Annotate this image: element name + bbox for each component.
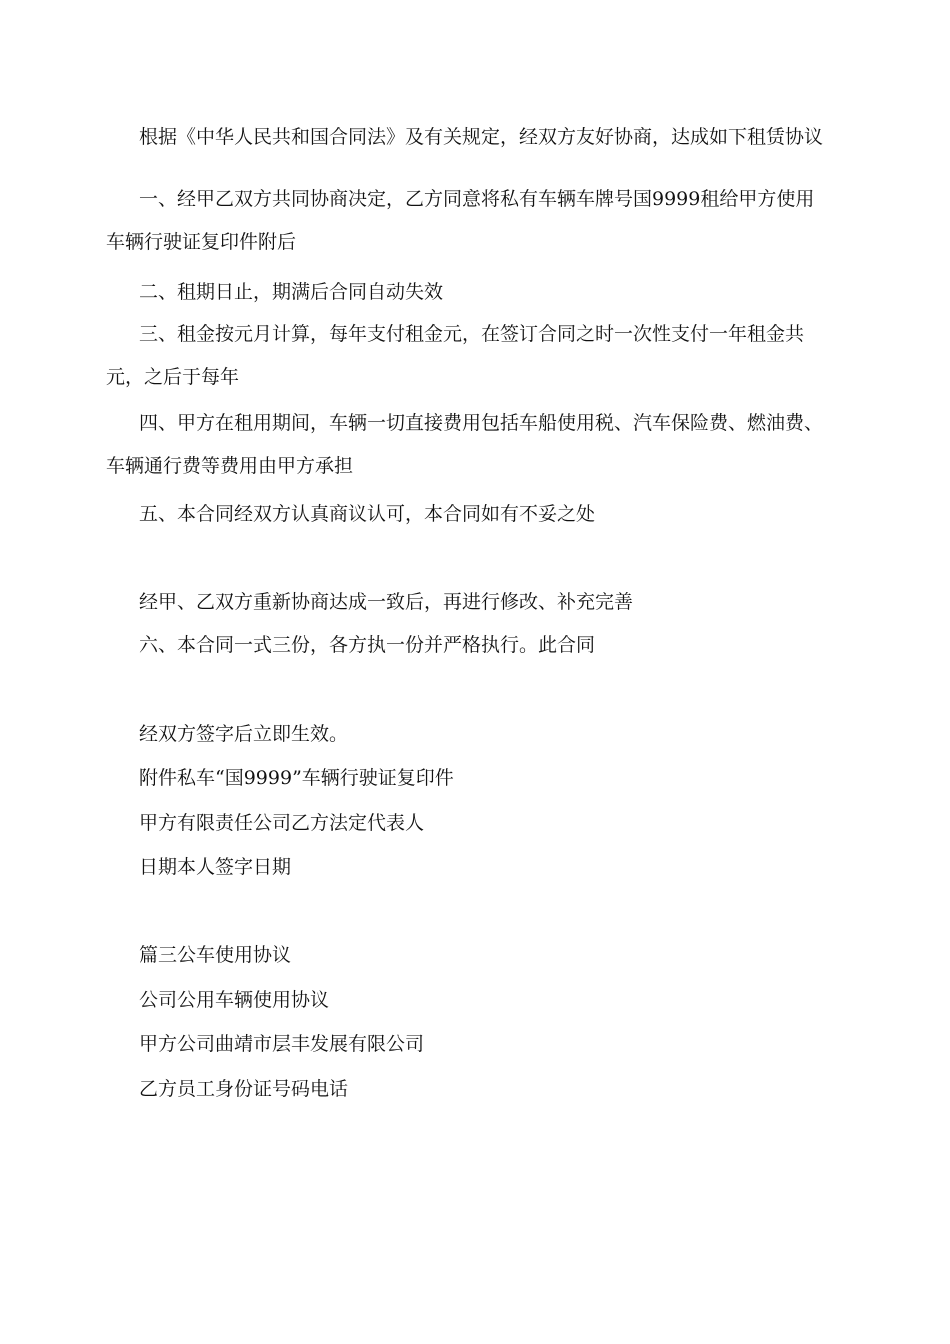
party-b-employee: 乙方员工身份证号码电话 (139, 1078, 349, 1100)
paragraph-attachment: 附件私车“国9999”车辆行驶证复印件 (139, 767, 454, 789)
paragraph-clause-6: 六、本合同一式三份，各方执一份并严格执行。此合同 (139, 634, 596, 656)
paragraph-date: 日期本人签字日期 (139, 856, 292, 878)
agreement-title: 公司公用车辆使用协议 (139, 989, 330, 1011)
party-a-company: 甲方公司曲靖市层丰发展有限公司 (139, 1033, 425, 1055)
paragraph-clause-3: 三、租金按元月计算，每年支付租金元，在签订合同之时一次性支付一年租金共元，之后于每年 (106, 323, 805, 388)
paragraph-preamble: 根据《中华人民共和国合同法》及有关规定，经双方友好协商，达成如下租赁协议 (139, 126, 824, 148)
paragraph-clause-1: 一、经甲乙双方共同协商决定，乙方同意将私有车辆车牌号国9999租给甲方使用车辆行驶证复印件附后 (106, 188, 815, 253)
paragraph-effective: 经双方签字后立即生效。 (139, 723, 349, 745)
paragraph-clause-5: 五、本合同经双方认真商议认可，本合同如有不妥之处 (139, 503, 596, 525)
paragraph-clause-4: 四、甲方在租用期间，车辆一切直接费用包括车船使用税、汽车保险费、燃油费、车辆通行费等费用由甲方承担 (106, 412, 824, 477)
paragraph-amendment: 经甲、乙双方重新协商达成一致后，再进行修改、补充完善 (139, 591, 634, 613)
section-title: 篇三公车使用协议 (139, 944, 292, 966)
paragraph-clause-2: 二、租期日止，期满后合同自动失效 (139, 281, 444, 303)
paragraph-parties: 甲方有限责任公司乙方法定代表人 (139, 812, 425, 834)
